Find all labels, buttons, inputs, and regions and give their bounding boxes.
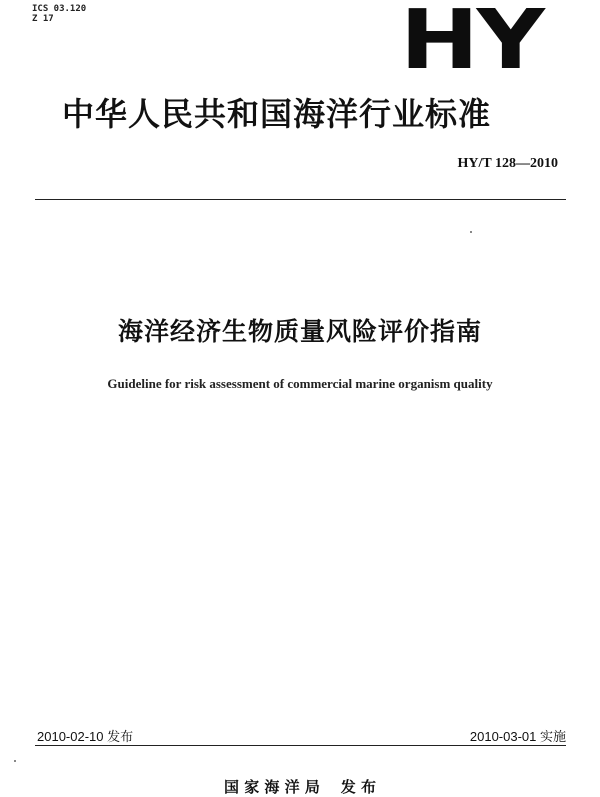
implementation-date: 2010-03-01 实施 [469, 729, 566, 744]
footer-divider [35, 745, 566, 746]
publisher-line: 国 家 海 洋 局 发 布 [223, 778, 376, 796]
issue-date: 2010-02-10 发布 [37, 729, 134, 744]
hy-logo: HY [400, 0, 543, 88]
ccs-code: Z 17 [32, 14, 54, 24]
scan-speck [14, 760, 16, 762]
document-title-english: Guideline for risk assessment of commercial marine organism quality [107, 376, 493, 391]
standard-category-title: 中华人民共和国海洋行业标准 [62, 95, 492, 133]
ics-code: ICS 03.120 [32, 4, 87, 14]
document-title-chinese: 海洋经济生物质量风险评价指南 [117, 317, 482, 346]
scan-speck [470, 231, 472, 233]
header-divider [35, 199, 566, 200]
standard-number: HY/T 128—2010 [457, 156, 558, 171]
classification-codes [32, 4, 86, 24]
